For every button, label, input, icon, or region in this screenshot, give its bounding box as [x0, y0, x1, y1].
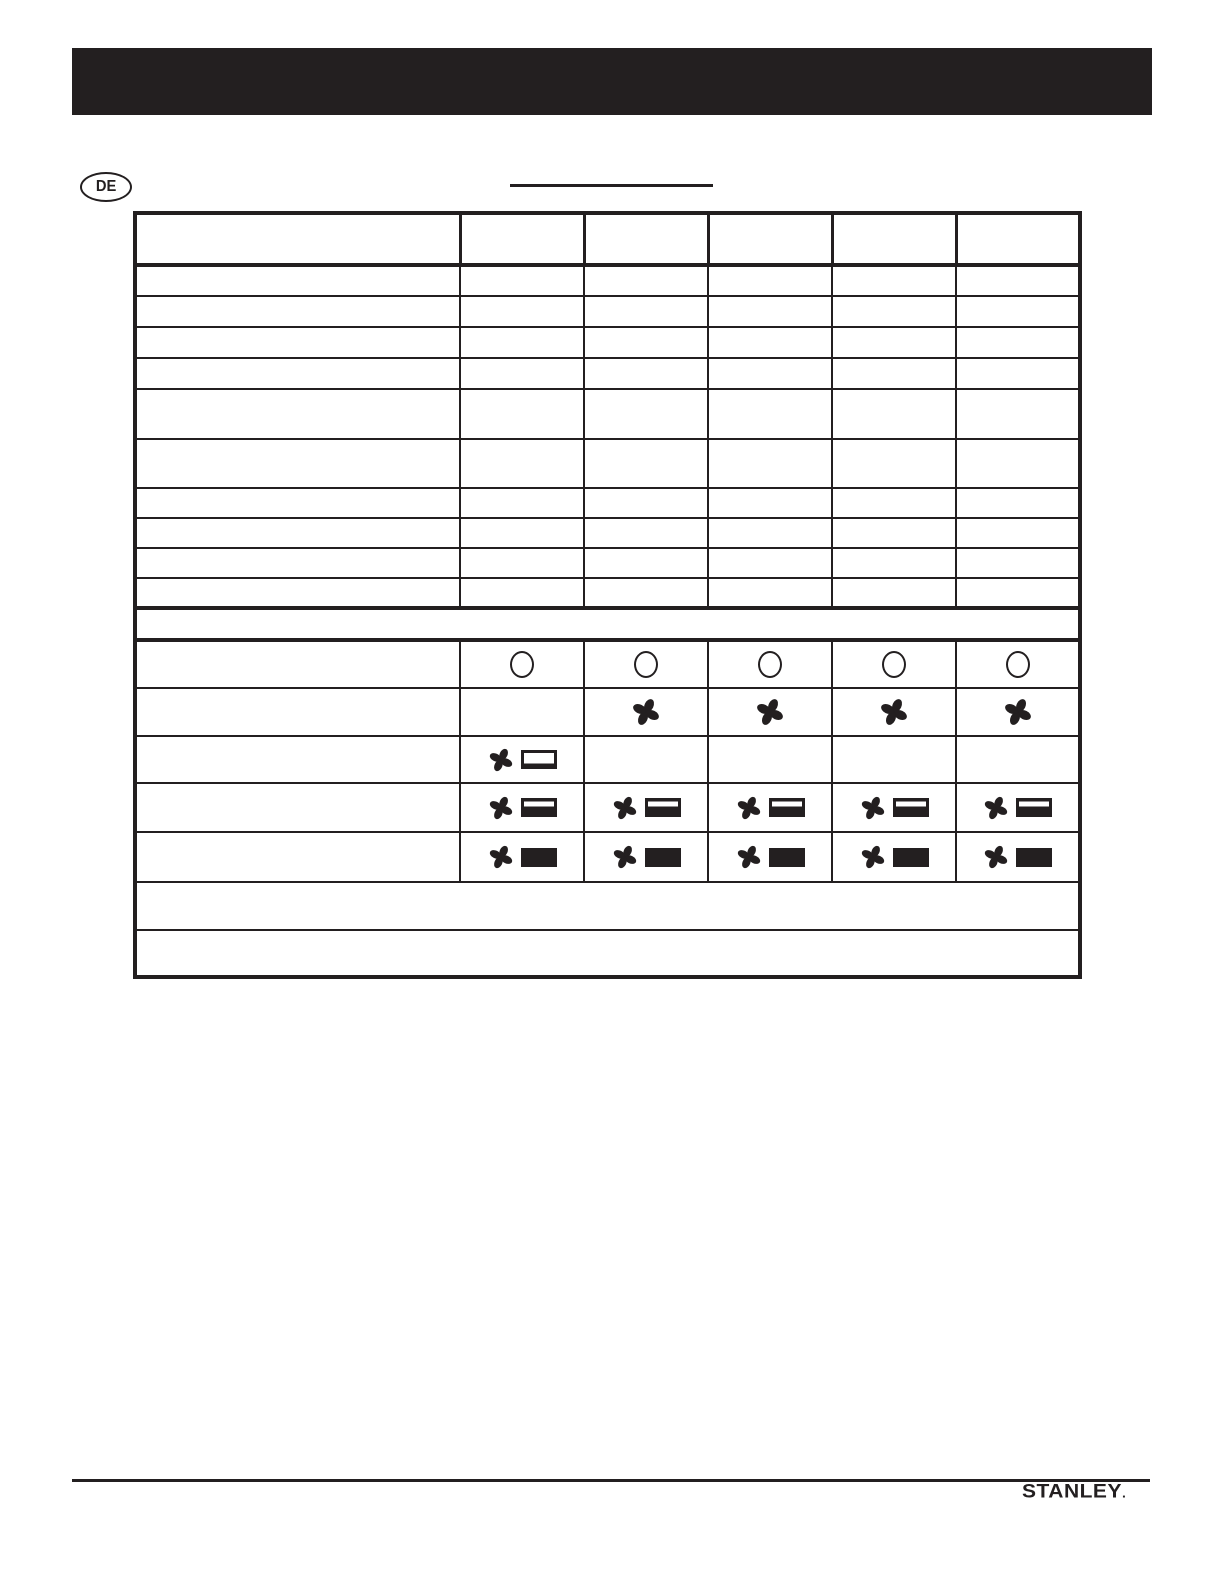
table-cell [708, 488, 832, 518]
power-circle-icon [634, 651, 658, 678]
fan-heat-high-icon [860, 795, 929, 821]
footer-divider [72, 1479, 1150, 1482]
power-circle-icon [882, 651, 906, 678]
language-badge [80, 172, 132, 202]
table-cell [460, 488, 584, 518]
fan-heat-low-icon [488, 747, 557, 773]
merged-note-row [135, 930, 1080, 977]
row-label-cell [135, 736, 460, 783]
fan-heat-high-icon [488, 795, 557, 821]
spec-table [133, 211, 1082, 979]
table-cell [708, 327, 832, 358]
table-cell [460, 640, 584, 688]
spec-row [135, 488, 1080, 518]
table-cell [584, 439, 708, 488]
specifications-table [133, 211, 1078, 979]
table-cell [460, 439, 584, 488]
heat-level-box-icon [1016, 798, 1052, 817]
table-cell [956, 640, 1080, 688]
table-cell [584, 548, 708, 578]
table-cell [956, 688, 1080, 736]
table-cell [460, 265, 584, 296]
spec-row [135, 358, 1080, 389]
fan-icon-wrap [631, 697, 661, 727]
table-cell [832, 439, 956, 488]
spec-row [135, 327, 1080, 358]
row-label-cell [135, 265, 460, 296]
table-cell [584, 688, 708, 736]
table-cell [832, 783, 956, 832]
brand-logo-text: STANLEY [1022, 1481, 1122, 1503]
table-cell [584, 783, 708, 832]
heat-level-box-icon [521, 750, 557, 769]
header-label-cell [135, 213, 460, 265]
row-label-cell [135, 518, 460, 548]
table-cell [956, 488, 1080, 518]
table-cell [460, 578, 584, 608]
row-label-cell [135, 327, 460, 358]
table-cell [584, 518, 708, 548]
header-column-cell [584, 213, 708, 265]
heat-level-box-icon [769, 848, 805, 867]
table-cell [460, 296, 584, 327]
table-cell [832, 832, 956, 882]
table-cell [956, 265, 1080, 296]
fan-heat-max-icon [983, 844, 1052, 870]
section-title-underline [510, 184, 713, 187]
table-cell [956, 518, 1080, 548]
table-cell [708, 358, 832, 389]
table-cell [956, 389, 1080, 439]
row-label-cell [135, 296, 460, 327]
table-cell [708, 296, 832, 327]
table-cell [956, 783, 1080, 832]
fan-icon [983, 844, 1009, 870]
table-cell [584, 578, 708, 608]
power-circle-icon [510, 651, 534, 678]
fan-icon [488, 795, 514, 821]
row-label-cell [135, 488, 460, 518]
icon-row-fan-heat-high [135, 783, 1080, 832]
fan-icon [488, 844, 514, 870]
row-label-cell [135, 832, 460, 882]
fan-icon [879, 697, 909, 727]
table-header-row [135, 213, 1080, 265]
table-cell [708, 548, 832, 578]
row-label-cell [135, 358, 460, 389]
table-cell [708, 518, 832, 548]
heat-level-box-icon [893, 798, 929, 817]
icon-row-fan-heat-low [135, 736, 1080, 783]
table-cell [584, 832, 708, 882]
row-label-cell [135, 640, 460, 688]
table-cell [708, 736, 832, 783]
icon-row-fan [135, 688, 1080, 736]
fan-heat-high-icon [983, 795, 1052, 821]
table-cell [460, 389, 584, 439]
table-cell [832, 389, 956, 439]
fan-icon [736, 795, 762, 821]
table-cell [584, 358, 708, 389]
heat-level-box-icon [769, 798, 805, 817]
table-cell [460, 327, 584, 358]
row-label-cell [135, 439, 460, 488]
table-cell [956, 832, 1080, 882]
fan-heat-high-icon [612, 795, 681, 821]
table-cell [832, 736, 956, 783]
power-circle-icon [758, 651, 782, 678]
table-cell [460, 832, 584, 882]
table-cell [460, 358, 584, 389]
table-cell [708, 389, 832, 439]
fan-heat-max-icon [860, 844, 929, 870]
fan-icon [612, 795, 638, 821]
row-label-cell [135, 578, 460, 608]
table-cell [956, 358, 1080, 389]
language-badge-label: DE [95, 178, 117, 195]
table-cell [956, 736, 1080, 783]
fan-icon [631, 697, 661, 727]
spec-row [135, 296, 1080, 327]
spec-row [135, 265, 1080, 296]
brand-logo [1022, 1481, 1152, 1503]
section-band-cell [135, 608, 1080, 640]
table-cell [832, 640, 956, 688]
table-cell [584, 736, 708, 783]
table-cell [460, 736, 584, 783]
row-label-cell [135, 548, 460, 578]
merged-note-cell [135, 882, 1080, 930]
icon-row-power-circle [135, 640, 1080, 688]
header-column-cell [460, 213, 584, 265]
fan-icon-wrap [1003, 697, 1033, 727]
heat-level-box-icon [645, 848, 681, 867]
table-cell [584, 389, 708, 439]
brand-logo-mark: . [1121, 1485, 1127, 1501]
fan-icon [488, 747, 514, 773]
table-cell [956, 327, 1080, 358]
table-cell [708, 640, 832, 688]
row-label-cell [135, 389, 460, 439]
heat-level-box-icon [521, 848, 557, 867]
table-cell [956, 296, 1080, 327]
heat-level-box-icon [1016, 848, 1052, 867]
table-cell [584, 296, 708, 327]
power-circle-icon [1006, 651, 1030, 678]
spec-row [135, 548, 1080, 578]
fan-icon [612, 844, 638, 870]
table-cell [832, 327, 956, 358]
section-band-row [135, 608, 1080, 640]
table-cell [832, 265, 956, 296]
table-cell [832, 296, 956, 327]
table-cell [460, 688, 584, 736]
fan-icon [755, 697, 785, 727]
spec-row [135, 518, 1080, 548]
fan-heat-max-icon [488, 844, 557, 870]
table-cell [460, 783, 584, 832]
table-cell [832, 488, 956, 518]
table-cell [956, 548, 1080, 578]
table-cell [708, 265, 832, 296]
table-cell [708, 439, 832, 488]
spec-row [135, 389, 1080, 439]
table-cell [584, 488, 708, 518]
icon-row-fan-heat-max [135, 832, 1080, 882]
page-title-bar [72, 48, 1152, 115]
fan-icon [736, 844, 762, 870]
table-cell [832, 578, 956, 608]
fan-heat-high-icon [736, 795, 805, 821]
header-column-cell [832, 213, 956, 265]
fan-icon [1003, 697, 1033, 727]
table-cell [584, 265, 708, 296]
merged-note-cell [135, 930, 1080, 977]
fan-icon [860, 795, 886, 821]
table-cell [708, 688, 832, 736]
heat-level-box-icon [893, 848, 929, 867]
table-cell [956, 439, 1080, 488]
fan-icon-wrap [879, 697, 909, 727]
table-cell [708, 832, 832, 882]
table-cell [832, 518, 956, 548]
table-cell [584, 327, 708, 358]
row-label-cell [135, 783, 460, 832]
table-cell [832, 548, 956, 578]
heat-level-box-icon [645, 798, 681, 817]
table-cell [460, 548, 584, 578]
fan-heat-max-icon [612, 844, 681, 870]
header-column-cell [956, 213, 1080, 265]
fan-icon [860, 844, 886, 870]
table-cell [832, 358, 956, 389]
fan-icon [983, 795, 1009, 821]
table-cell [956, 578, 1080, 608]
header-column-cell [708, 213, 832, 265]
spec-row [135, 578, 1080, 608]
table-cell [708, 578, 832, 608]
row-label-cell [135, 688, 460, 736]
table-cell [584, 640, 708, 688]
table-cell [708, 783, 832, 832]
table-cell [832, 688, 956, 736]
spec-row [135, 439, 1080, 488]
fan-icon-wrap [755, 697, 785, 727]
fan-heat-max-icon [736, 844, 805, 870]
heat-level-box-icon [521, 798, 557, 817]
merged-note-row [135, 882, 1080, 930]
table-cell [460, 518, 584, 548]
